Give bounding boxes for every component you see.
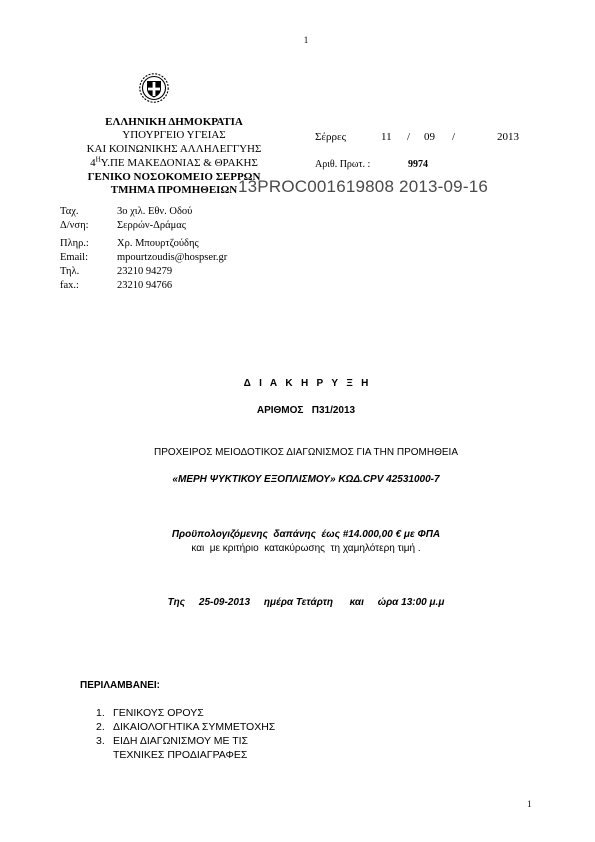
- date-month: 09: [424, 131, 435, 143]
- date-day: 11: [381, 131, 392, 143]
- list-item: [96, 748, 275, 762]
- tender-line: ΠΡΟΧΕΙΡΟΣ ΜΕΙΟΔΟΤΙΚΟΣ ΔΙΑΓΩΝΙΣΜΟΣ ΓΙΑ ΤΗΝ ΠΡΟΜΗΘΕΙΑ: [153, 447, 459, 458]
- contact-label: Τηλ.: [60, 266, 80, 277]
- list-item-text: ΔΙΚΑΙΟΛΟΓΗΤΙΚΑ ΣΥΜΜΕΤΟΧΗΣ: [113, 721, 276, 733]
- contact-label: fax.:: [60, 280, 79, 291]
- protocol-label: Αριθ. Πρωτ. :: [315, 159, 371, 170]
- document-number: ΑΡΙΘΜΟΣ Π31/2013: [256, 405, 356, 416]
- department-name: ΤΜΗΜΑ ΠΡΟΜΗΘΕΙΩΝ: [110, 184, 238, 196]
- ype-prefix: 4: [90, 157, 96, 169]
- ministry-line-1: ΥΠΟΥΡΓΕΙΟ ΥΓΕΙΑΣ: [122, 129, 226, 141]
- deadline-line: Της 25-09-2013 ημέρα Τετάρτη και ώρα 13:00 μ.μ: [167, 597, 445, 608]
- date-sep-1: /: [407, 131, 411, 143]
- ada-code: 13PROC001619808 2013-09-16: [238, 177, 488, 196]
- document-title: Δ Ι Α Κ Η Ρ Υ Ξ Η: [243, 378, 369, 389]
- list-item-text: ΤΕΧΝΙΚΕΣ ΠΡΟΔΙΑΓΡΑΦΕΣ: [113, 749, 248, 761]
- list-item-text: ΓΕΝΙΚΟΥΣ ΟΡΟΥΣ: [113, 707, 204, 719]
- protocol-number: 9974: [408, 159, 428, 170]
- list-item: [96, 706, 275, 720]
- ype-line: [58, 157, 290, 170]
- date-sep-2: /: [452, 131, 456, 143]
- page-number-top: 1: [303, 35, 309, 45]
- contact-value: Σερρών-Δράμας: [117, 220, 186, 231]
- contact-label: Δ/νση:: [60, 220, 89, 231]
- date-year: 2013: [497, 131, 519, 143]
- date-city: Σέρρες: [315, 131, 346, 143]
- contact-value: 23210 94279: [117, 266, 173, 277]
- contact-value: 23210 94766: [117, 280, 173, 291]
- email-link[interactable]: mpourtzoudis@hospser.gr: [117, 252, 228, 263]
- includes-heading: ΠΕΡΙΛΑΜΒΑΝΕΙ:: [80, 680, 161, 691]
- budget-line: Προϋπολογιζόμενης δαπάνης έως #14.000,00 € με ΦΠΑ: [171, 529, 441, 540]
- list-item-number: 3.: [96, 735, 105, 747]
- list-item: [96, 734, 275, 748]
- contact-value: 3ο χιλ. Εθν. Οδού: [117, 206, 193, 217]
- list-item-text: ΕΙΔΗ ΔΙΑΓΩΝΙΣΜΟΥ ΜΕ ΤΙΣ: [113, 735, 249, 747]
- contact-value: Χρ. Μπουρτζούδης: [117, 238, 199, 249]
- contact-label: Email:: [60, 252, 88, 263]
- hospital-name: ΓΕΝΙΚΟ ΝΟΣΟΚΟΜΕΙΟ ΣΕΡΡΩΝ: [87, 171, 261, 183]
- ype-text: Υ.ΠΕ ΜΑΚΕΔΟΝΙΑΣ & ΘΡΑΚΗΣ: [100, 157, 258, 169]
- includes-list: [96, 706, 275, 762]
- greek-emblem-icon: [138, 72, 170, 104]
- list-item-number: 1.: [96, 707, 105, 719]
- page-number-bottom: 1: [527, 799, 532, 809]
- list-item: [96, 720, 275, 734]
- list-item-number: 2.: [96, 721, 105, 733]
- contact-label: Πληρ.:: [60, 238, 89, 249]
- ministry-line-2: ΚΑΙ ΚΟΙΝΩΝΙΚΗΣ ΑΛΛΗΛΕΓΓΥΗΣ: [86, 143, 262, 155]
- subject-line: «ΜΕΡΗ ΨΥΚΤΙΚΟΥ ΕΞΟΠΛΙΣΜΟΥ» ΚΩΔ.CPV 42531000-7: [172, 474, 440, 485]
- republic-title: ΕΛΛΗΝΙΚΗ ΔΗΜΟΚΡΑΤΙΑ: [105, 116, 243, 128]
- criterion-line: και με κριτήριο κατακύρωσης τη χαμηλότερη τιμή .: [191, 543, 421, 554]
- ype-sup: Η: [95, 155, 101, 164]
- contact-label: Ταχ.: [60, 206, 79, 217]
